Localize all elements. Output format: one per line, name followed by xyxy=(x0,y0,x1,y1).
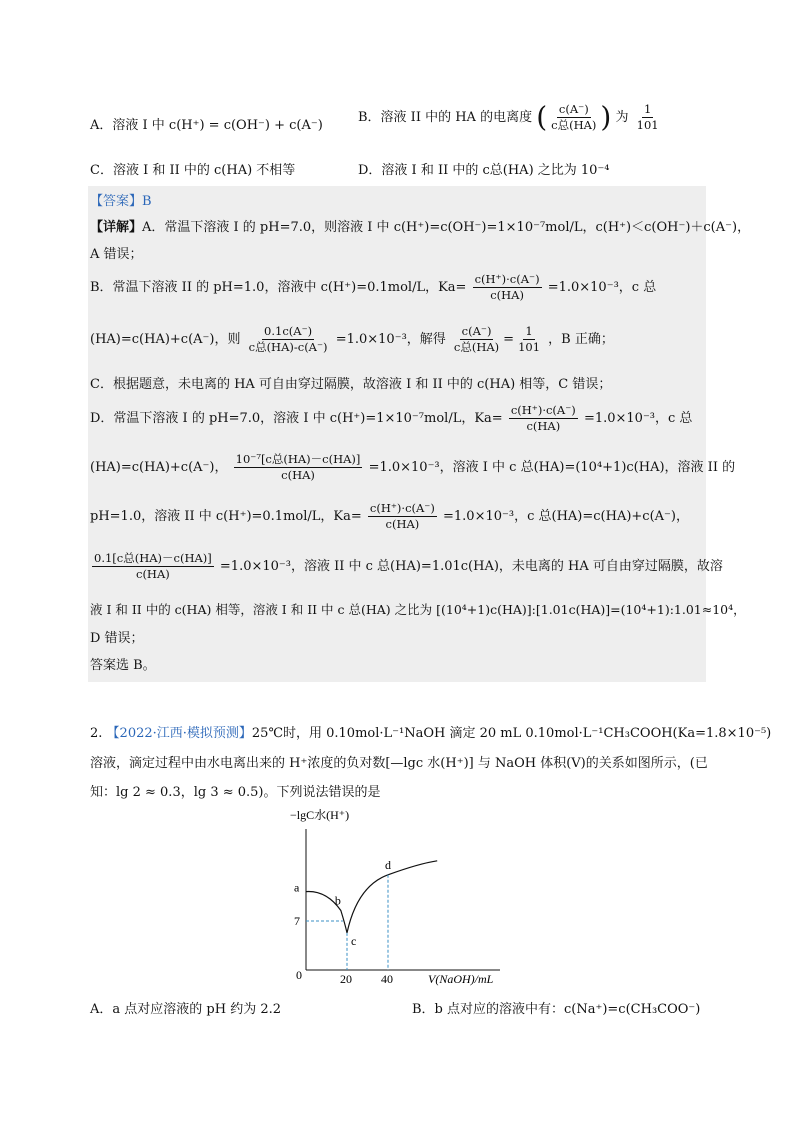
answer-line-a xyxy=(90,216,750,235)
point-label-a: a xyxy=(294,880,300,895)
answer-label: 【答案】B xyxy=(90,194,152,209)
option-b-post: 为 xyxy=(615,110,629,125)
origin-label: 0 xyxy=(296,968,302,982)
q2-number: 2. xyxy=(90,726,103,741)
option-b-den: c总(HA) xyxy=(551,118,597,132)
d3-num: c(H⁺)·c(A⁻) xyxy=(369,501,435,515)
q2-line1 xyxy=(90,722,771,741)
d4-num: 0.1[c总(HA)－c(HA)] xyxy=(94,551,212,565)
answer-line-b2 xyxy=(90,324,614,355)
d2-frac xyxy=(234,452,363,483)
option-b-frac-den: 101 xyxy=(636,118,659,132)
d2-pre: (HA)=c(HA)+c(A⁻)， xyxy=(90,460,228,475)
answer-line-d6: D 错误； xyxy=(90,631,144,646)
option-a-top: A．溶液 I 中 c(H⁺) = c(OH⁻) + c(A⁻) xyxy=(90,118,323,133)
option-c-top: C．溶液 I 和 II 中的 c(HA) 不相等 xyxy=(90,163,296,178)
d4-frac xyxy=(92,551,214,582)
chart-ylabel: −lgC水(H⁺) xyxy=(290,808,350,822)
q2-line3: 知：lg 2 ≈ 0.3，lg 3 ≈ 0.5)。下列说法错误的是 xyxy=(90,785,381,800)
q2-source: 【2022·江西·模拟预测】 xyxy=(106,726,252,741)
b1-den: c(HA) xyxy=(490,288,524,302)
line-a-text: A．常温下溶液 I 的 pH=7.0，则溶液 I 中 c(H⁺)=c(OH⁻)=1×10⁻⁷mol/L，c(H⁺)＜c(OH⁻)＋c(A⁻)， xyxy=(142,220,751,235)
answer-line-d5: 液 I 和 II 中的 c(HA) 相等，溶液 I 和 II 中 c 总(HA) 之比为 [(10⁴+1)c(HA)]:[1.01c(HA)]=(10⁴+1):1.01≈10⁴， xyxy=(90,602,746,617)
answer-line-c: C．根据题意，未电离的 HA 可自由穿过隔膜，故溶液 I 和 II 中的 c(HA) 相等，C 错误； xyxy=(90,377,612,392)
titration-chart xyxy=(270,805,530,995)
b2-frac1 xyxy=(247,324,330,355)
b2-frac2 xyxy=(452,324,501,355)
answer-line-b1 xyxy=(90,272,656,303)
option-b-pre: B．溶液 II 中的 HA 的电离度 xyxy=(358,110,533,125)
option-b-frac-num: 1 xyxy=(643,102,652,116)
b2-den3: 101 xyxy=(518,340,541,354)
point-label-d: d xyxy=(385,857,391,872)
d1-frac xyxy=(509,403,578,434)
b2-num3: 1 xyxy=(525,324,533,338)
d3-den: c(HA) xyxy=(385,517,420,531)
b1-num: c(H⁺)·c(A⁻) xyxy=(474,272,540,286)
q2-option-a: A．a 点对应溶液的 pH 约为 2.2 xyxy=(90,1002,282,1017)
point-label-c: c xyxy=(351,933,357,948)
tick-label-y7: 7 xyxy=(294,914,300,928)
b2-num: 0.1c(A⁻) xyxy=(264,324,313,338)
answer-line-d3 xyxy=(90,501,689,532)
d2-den: c(HA) xyxy=(281,468,315,482)
open-paren: ( xyxy=(536,100,548,134)
b1-post: =1.0×10⁻³，c 总 xyxy=(547,280,657,295)
d1-den: c(HA) xyxy=(526,419,561,433)
answer-line-d4 xyxy=(90,551,723,582)
option-d-top: D．溶液 I 和 II 中的 c总(HA) 之比为 10⁻⁴ xyxy=(358,163,610,178)
d3-frac xyxy=(368,501,437,532)
option-b-ratio xyxy=(549,102,598,133)
b2-post: ，B 正确； xyxy=(548,332,614,347)
tick-label-x20: 20 xyxy=(340,972,352,986)
b2-den2: c总(HA) xyxy=(453,340,500,354)
close-paren: ) xyxy=(600,100,612,134)
chart-marks xyxy=(294,858,437,986)
d3-pre: pH=1.0，溶液 II 中 c(H⁺)=0.1mol/L，Ka= xyxy=(90,509,362,524)
option-b-top xyxy=(358,102,663,133)
d1-post: =1.0×10⁻³，c 总 xyxy=(583,411,693,426)
d3-post: =1.0×10⁻³，c 总(HA)=c(HA)+c(A⁻)， xyxy=(443,509,689,524)
b2-den: c总(HA)-c(A⁻) xyxy=(248,340,328,354)
b1-pre: B．常温下溶液 II 的 pH=1.0，溶液中 c(H⁺)=0.1mol/L，Ka= xyxy=(90,280,467,295)
q2-line1-text: 25℃时，用 0.10mol·L⁻¹NaOH 滴定 20 mL 0.10mol·L⁻¹CH₃COOH(Ka=1.8×10⁻⁵) xyxy=(251,726,772,741)
option-b-num: c(A⁻) xyxy=(558,102,589,116)
d1-pre: D．常温下溶液 I 的 pH=7.0，溶液 I 中 c(H⁺)=1×10⁻⁷mol/L，Ka= xyxy=(90,411,503,426)
answer-final: 答案选 B。 xyxy=(90,658,156,673)
b2-mid: =1.0×10⁻³，解得 xyxy=(335,332,446,347)
b2-num2: c(A⁻) xyxy=(461,324,492,338)
b2-eq: = xyxy=(503,332,515,347)
detail-label: 【详解】 xyxy=(90,220,143,235)
chart-xlabel: V(NaOH)/mL xyxy=(428,972,494,986)
answer-line-d1 xyxy=(90,403,692,434)
d2-num: 10⁻⁷[c总(HA)－c(HA)] xyxy=(235,452,361,466)
b1-frac xyxy=(473,272,542,303)
d4-den: c(HA) xyxy=(136,567,170,581)
b2-frac3 xyxy=(516,324,542,355)
tick-label-x40: 40 xyxy=(381,972,393,986)
d1-num: c(H⁺)·c(A⁻) xyxy=(510,403,576,417)
point-label-b: b xyxy=(334,893,341,908)
b2-pre: (HA)=c(HA)+c(A⁻)，则 xyxy=(90,332,241,347)
curve-ascending xyxy=(347,861,437,933)
q2-line2: 溶液，滴定过程中由水电离出来的 H⁺浓度的负对数[—lgc 水(H⁺)] 与 NaOH 体积(V)的关系如图所示，(已 xyxy=(90,756,708,771)
answer-line-d2 xyxy=(90,452,735,483)
answer-line-a2: A 错误； xyxy=(90,247,143,262)
d2-post: =1.0×10⁻³，溶液 I 中 c 总(HA)=(10⁴+1)c(HA)，溶液 II 的 xyxy=(368,460,736,475)
option-b-frac xyxy=(635,102,661,133)
q2-option-b: B．b 点对应的溶液中有：c(Na⁺)=c(CH₃COO⁻) xyxy=(412,1002,701,1017)
d4-post: =1.0×10⁻³，溶液 II 中 c 总(HA)=1.01c(HA)，未电离的 HA 可自由穿过隔膜，故溶 xyxy=(219,559,723,574)
